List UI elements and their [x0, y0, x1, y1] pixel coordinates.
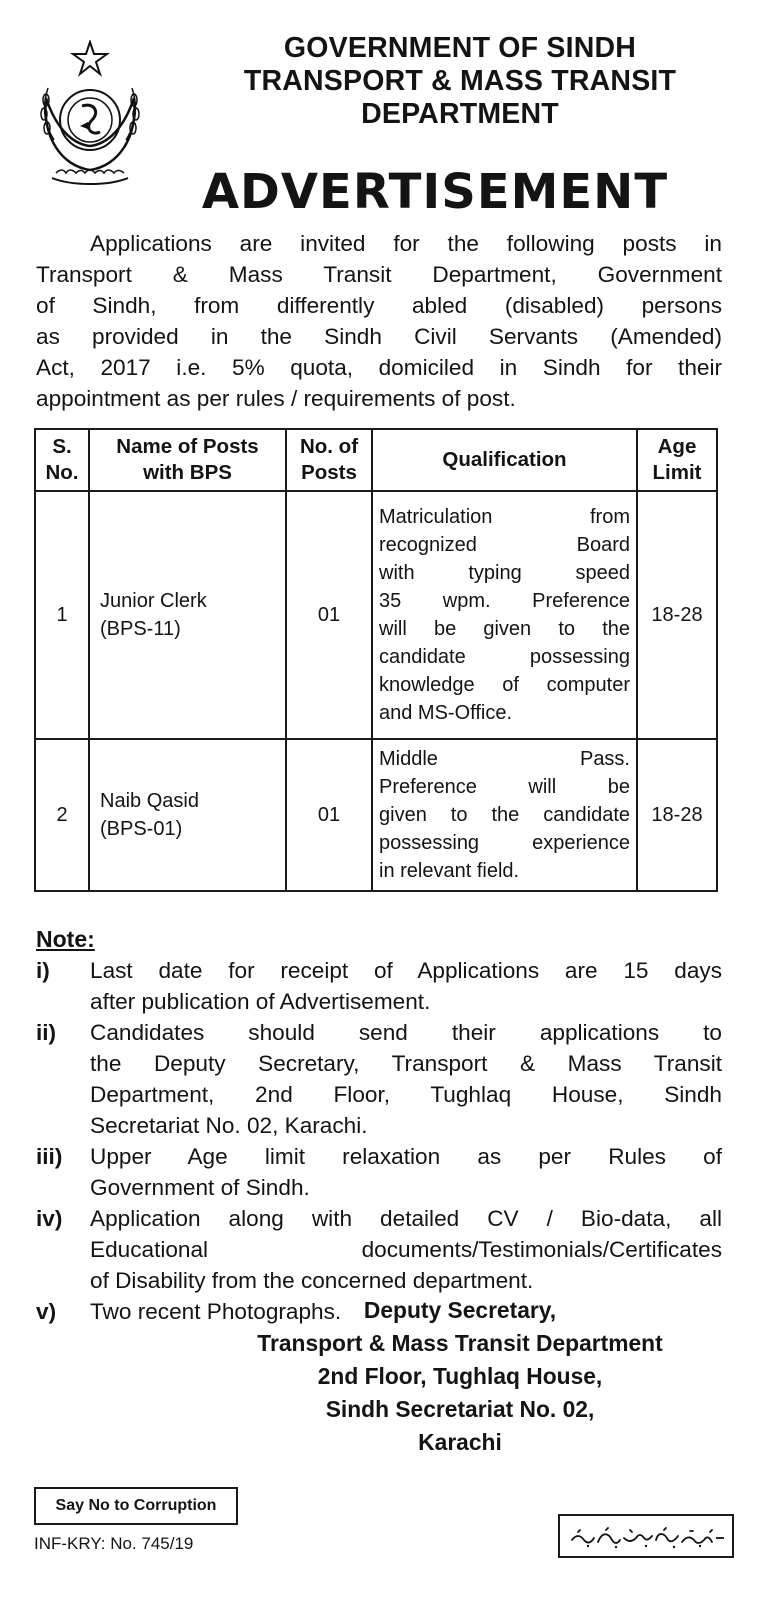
header-sno-line1: S. — [52, 435, 72, 458]
cell-sno: 2 — [35, 739, 89, 891]
cell-sno: 1 — [35, 491, 89, 739]
signature-department: Transport & Mass Transit Department — [257, 1330, 663, 1356]
post-bps: (BPS-11) — [100, 618, 181, 640]
table-header-row — [35, 429, 717, 491]
post-bps: (BPS-01) — [100, 818, 183, 840]
intro-line: appointment as per rules / requirements of post. — [36, 386, 516, 411]
notes-list — [36, 955, 722, 1327]
qualification-line: with typing speed — [379, 562, 630, 584]
note-item — [36, 1017, 722, 1141]
signature-city: Karachi — [418, 1429, 502, 1455]
note-number: ii) — [36, 1020, 57, 1045]
note-number: v) — [36, 1299, 57, 1324]
qualification-line: possessing experience — [379, 832, 630, 854]
header-post-line2: with BPS — [143, 461, 232, 484]
header-count — [286, 429, 372, 491]
cell-age: 18-28 — [637, 491, 717, 739]
department-heading — [160, 32, 760, 131]
note-line: Department, 2nd Floor, Tughlaq House, Sindh — [90, 1082, 722, 1107]
intro-line: Applications are invited for the following posts in — [90, 231, 722, 256]
cell-post — [89, 491, 286, 739]
table-row — [35, 739, 717, 891]
note-line: Application along with detailed CV / Bio-data, all — [90, 1206, 722, 1231]
header-sno — [35, 429, 89, 491]
intro-paragraph — [36, 228, 722, 414]
cell-qualification — [372, 491, 637, 739]
note-number: iv) — [36, 1206, 63, 1231]
intro-line: of Sindh, from differently abled (disabled) persons — [36, 293, 722, 318]
post-name: Junior Clerk — [100, 590, 207, 612]
qualification-line: Preference will be — [379, 776, 630, 798]
note-line: Government of Sindh. — [90, 1175, 310, 1200]
header-age-line2: Limit — [652, 461, 702, 484]
signature-address-2: Sindh Secretariat No. 02, — [325, 1396, 595, 1422]
header-sno-line2: No. — [45, 461, 79, 484]
qualification-line: in relevant field. — [379, 860, 520, 882]
signature-block — [180, 1294, 740, 1459]
cell-qualification — [372, 739, 637, 891]
header-count-line1: No. of — [299, 435, 359, 458]
note-line: Upper Age limit relaxation as per Rules of — [90, 1144, 722, 1169]
say-no-to-corruption-box: Say No to Corruption — [34, 1487, 238, 1525]
note-number: iii) — [36, 1144, 63, 1169]
header-qualification: Qualification — [372, 429, 637, 491]
note-line: Educational documents/Testimonials/Certificates — [90, 1237, 722, 1262]
header-age-line1: Age — [657, 435, 697, 458]
qualification-line: Middle Pass. — [379, 748, 630, 770]
qualification-line: recognized Board — [379, 534, 630, 556]
cell-count: 01 — [286, 491, 372, 739]
cell-post — [89, 739, 286, 891]
note-line: the Deputy Secretary, Transport & Mass Transit — [90, 1051, 722, 1076]
qualification-line: will be given to the — [379, 618, 630, 640]
note-item — [36, 1141, 722, 1203]
note-number: i) — [36, 958, 50, 983]
intro-line: as provided in the Sindh Civil Servants (Amended) — [36, 324, 722, 349]
note-item — [36, 955, 722, 1017]
signature-title: Deputy Secretary, — [363, 1297, 557, 1323]
notes-heading: Note: — [36, 926, 95, 952]
header-count-line2: Posts — [301, 461, 357, 484]
header-age — [637, 429, 717, 491]
note-line: Last date for receipt of Applications are 15 days — [90, 958, 722, 983]
sindh-government-emblem-icon — [32, 40, 148, 190]
org-line-1: GOVERNMENT OF SINDH — [283, 32, 637, 64]
posts-table — [34, 428, 718, 892]
signature-address-1: 2nd Floor, Tughlaq House, — [317, 1363, 603, 1389]
header-post-line1: Name of Posts — [116, 435, 259, 458]
qualification-line: knowledge of computer — [379, 674, 630, 696]
qualification-line: and MS-Office. — [379, 702, 513, 724]
org-line-2: TRANSPORT & MASS TRANSIT — [243, 65, 677, 97]
note-line: Two recent Photographs. — [90, 1299, 342, 1324]
note-line: of Disability from the concerned department. — [90, 1268, 534, 1293]
post-name: Naib Qasid — [100, 790, 199, 812]
header-post — [89, 429, 286, 491]
qualification-line: candidate possessing — [379, 646, 630, 668]
table-row — [35, 491, 717, 739]
urdu-slogan-icon — [558, 1514, 734, 1558]
note-line: after publication of Advertisement. — [90, 989, 431, 1014]
note-line: Secretariat No. 02, Karachi. — [90, 1113, 368, 1138]
qualification-line: Matriculation from — [379, 506, 630, 528]
reference-number: INF-KRY: No. 745/19 — [34, 1534, 194, 1553]
note-line: Candidates should send their applications to — [90, 1020, 722, 1045]
qualification-line: given to the candidate — [379, 804, 630, 826]
intro-line: Transport & Mass Transit Department, Government — [36, 262, 722, 287]
org-line-3: DEPARTMENT — [361, 98, 559, 130]
advertisement-title: ADVERTISEMENT — [201, 164, 669, 220]
qualification-line: 35 wpm. Preference — [379, 590, 630, 612]
cell-age: 18-28 — [637, 739, 717, 891]
note-item — [36, 1203, 722, 1296]
intro-line: Act, 2017 i.e. 5% quota, domiciled in Sindh for their — [36, 355, 722, 380]
cell-count: 01 — [286, 739, 372, 891]
